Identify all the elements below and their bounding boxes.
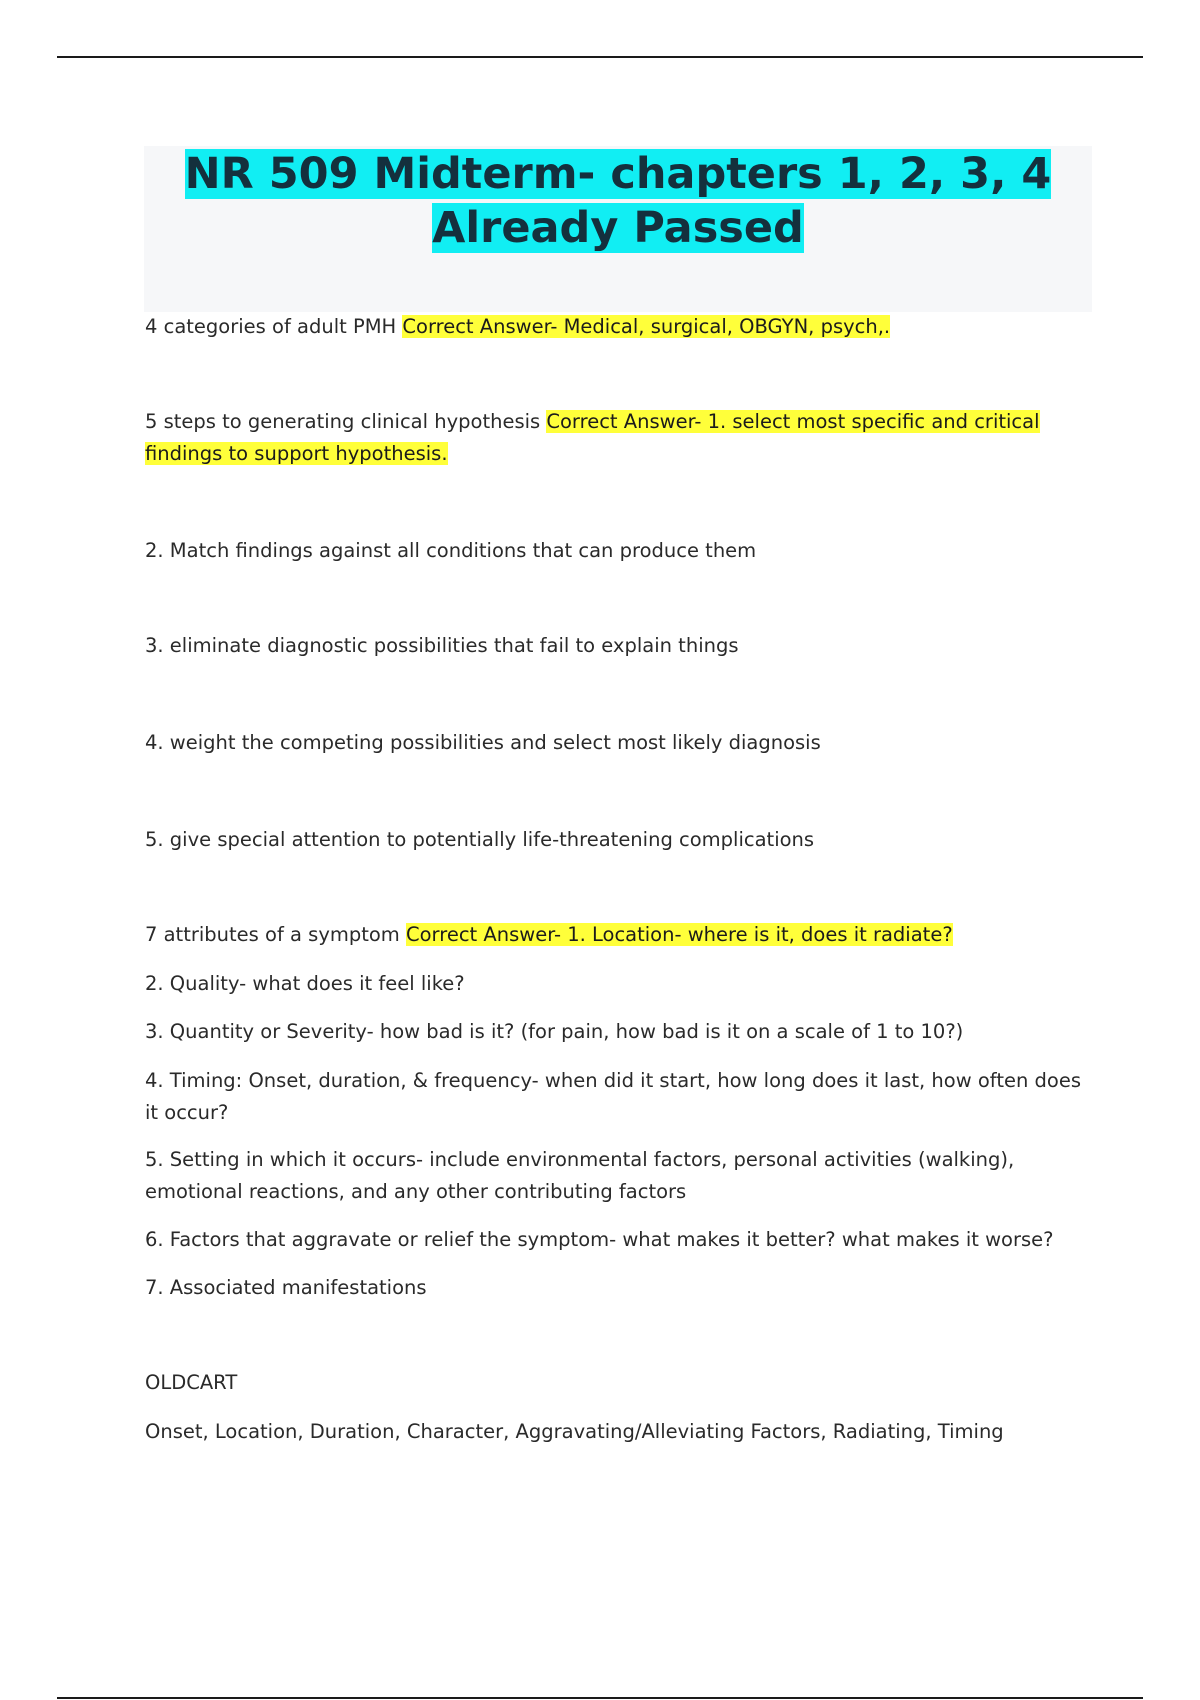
list-item: 5. Setting in which it occurs- include environmental factors, personal activities (walking), emotional reactions, and any other contributing factors: [145, 1148, 1015, 1203]
qa-item-clinical-hypothesis: [145, 406, 1095, 470]
list-item: 2. Quality- what does it feel like?: [145, 972, 465, 995]
answer-highlight: Correct Answer- 1. select most specific and critical: [546, 410, 1040, 433]
list-item: 4. weight the competing possibilities and select most likely diagnosis: [145, 731, 821, 754]
title-line-2: Already Passed: [432, 203, 804, 253]
list-item: 5. give special attention to potentially life-threatening complications: [145, 828, 815, 851]
question-text: 4 categories of adult PMH: [145, 315, 403, 338]
list-item: 3. Quantity or Severity- how bad is it? (for pain, how bad is it on a scale of 1 to 10?): [145, 1020, 964, 1043]
question-text: 7 attributes of a symptom: [145, 923, 407, 946]
question-text: 5 steps to generating clinical hypothesis: [145, 410, 547, 433]
document-title: [144, 146, 1092, 255]
answer-highlight: Correct Answer- 1. Location- where is it, does it radiate?: [406, 923, 953, 946]
mnemonic-meaning: Onset, Location, Duration, Character, Aggravating/Alleviating Factors, Radiating, Timing: [145, 1420, 1004, 1443]
list-item: 6. Factors that aggravate or relief the symptom- what makes it better? what makes it worse?: [145, 1228, 1054, 1251]
page-top-rule: [57, 56, 1143, 58]
list-item: 2. Match findings against all conditions that can produce them: [145, 539, 757, 562]
list-item: 7. Associated manifestations: [145, 1276, 427, 1299]
list-item: 4. Timing: Onset, duration, & frequency- when did it start, how long does it last, how often does it occur?: [145, 1069, 1081, 1124]
page-bottom-rule: [57, 1697, 1143, 1699]
list-item: 3. eliminate diagnostic possibilities that fail to explain things: [145, 634, 739, 657]
answer-highlight-continued: findings to support hypothesis.: [145, 442, 448, 465]
answer-highlight: Correct Answer- Medical, surgical, OBGYN, psych,.: [402, 315, 891, 338]
mnemonic-heading: OLDCART: [145, 1371, 238, 1394]
title-line-1: NR 509 Midterm- chapters 1, 2, 3, 4: [184, 149, 1052, 199]
title-block: [144, 146, 1092, 312]
qa-item-adult-pmh: [145, 311, 1095, 343]
qa-item-symptom-attributes: [145, 919, 1095, 951]
